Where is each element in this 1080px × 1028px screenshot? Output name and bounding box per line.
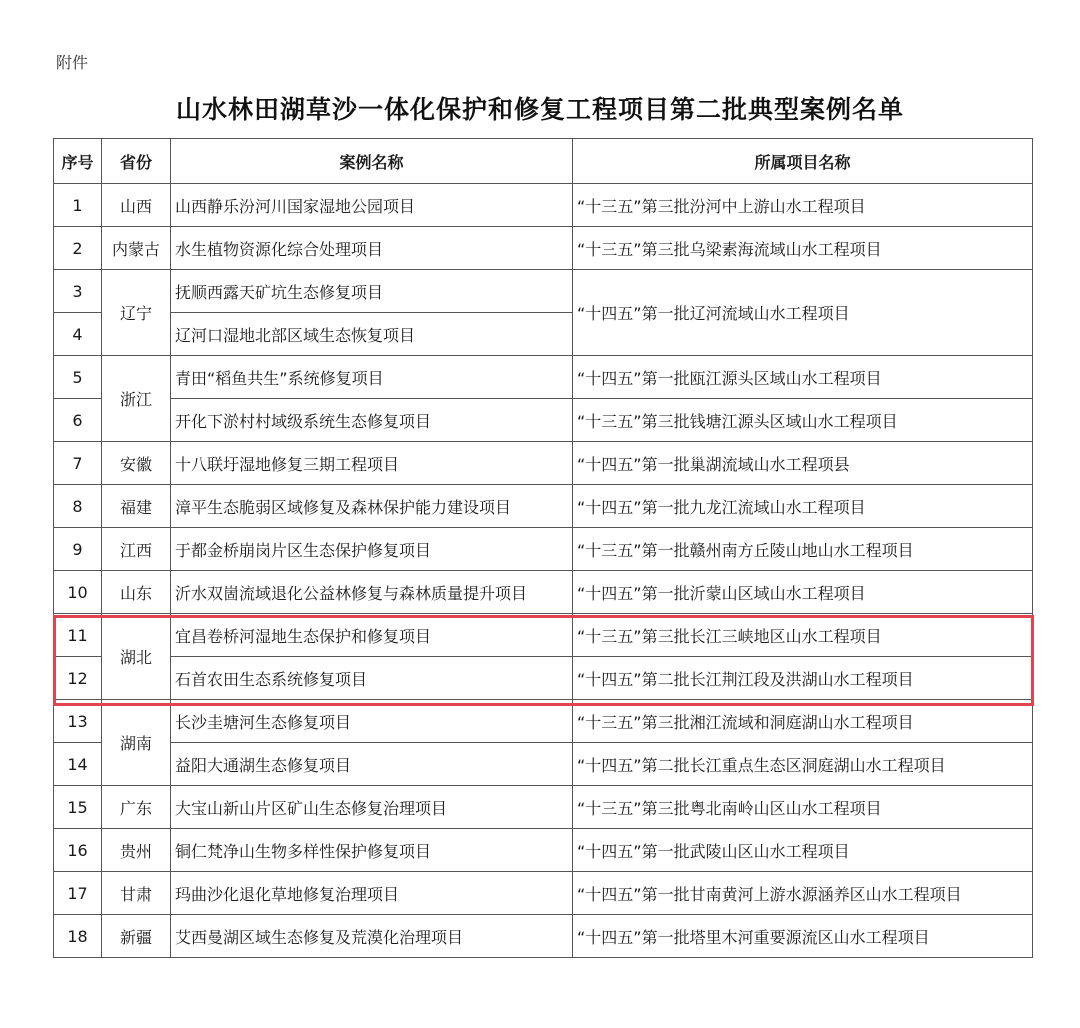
row-province: 山西: [102, 184, 171, 227]
row-province: 湖北: [102, 614, 171, 700]
row-num: 6: [54, 399, 102, 442]
row-num: 10: [54, 571, 102, 614]
row-project: “十四五”第一批沂蒙山区域山水工程项目: [573, 571, 1033, 614]
table-row: [54, 571, 1033, 614]
row-project: “十四五”第二批长江重点生态区洞庭湖山水工程项目: [573, 743, 1033, 786]
row-case: 青田“稻鱼共生”系统修复项目: [171, 356, 573, 399]
table-row: [54, 786, 1033, 829]
table-row: [54, 743, 1033, 786]
document-title: 山水林田湖草沙一体化保护和修复工程项目第二批典型案例名单: [175, 95, 904, 124]
row-project: “十三五”第三批乌梁素海流域山水工程项目: [573, 227, 1033, 270]
table-row: [54, 184, 1033, 227]
row-case: 沂水双崮流域退化公益林修复与森林质量提升项目: [171, 571, 573, 614]
row-case: 开化下淤村村域级系统生态修复项目: [171, 399, 573, 442]
header-case: 案例名称: [171, 139, 573, 184]
table-row: [54, 657, 1033, 700]
row-province: 甘肃: [102, 872, 171, 915]
table-row: [54, 442, 1033, 485]
row-project: “十三五”第三批长江三峡地区山水工程项目: [573, 614, 1033, 657]
row-case: 铜仁梵净山生物多样性保护修复项目: [171, 829, 573, 872]
header-project: 所属项目名称: [573, 139, 1033, 184]
row-num: 7: [54, 442, 102, 485]
row-case: 十八联圩湿地修复三期工程项目: [171, 442, 573, 485]
row-num: 3: [54, 270, 102, 313]
row-num: 17: [54, 872, 102, 915]
row-num: 8: [54, 485, 102, 528]
row-case: 益阳大通湖生态修复项目: [171, 743, 573, 786]
row-num: 13: [54, 700, 102, 743]
row-num: 2: [54, 227, 102, 270]
row-project: “十三五”第一批赣州南方丘陵山地山水工程项目: [573, 528, 1033, 571]
row-case: 宜昌卷桥河湿地生态保护和修复项目: [171, 614, 573, 657]
table-row: [54, 528, 1033, 571]
header-num: 序号: [54, 139, 102, 184]
row-num: 16: [54, 829, 102, 872]
row-project: “十四五”第一批九龙江流域山水工程项目: [573, 485, 1033, 528]
row-province: 安徽: [102, 442, 171, 485]
row-project: “十四五”第二批长江荆江段及洪湖山水工程项目: [573, 657, 1033, 700]
row-case: 长沙圭塘河生态修复项目: [171, 700, 573, 743]
row-project: “十三五”第三批汾河中上游山水工程项目: [573, 184, 1033, 227]
row-province: 内蒙古: [102, 227, 171, 270]
row-case: 辽河口湿地北部区域生态恢复项目: [171, 313, 573, 356]
table-row: [54, 399, 1033, 442]
row-num: 4: [54, 313, 102, 356]
row-province: 贵州: [102, 829, 171, 872]
row-num: 5: [54, 356, 102, 399]
row-project: “十四五”第一批甘南黄河上游水源涵养区山水工程项目: [573, 872, 1033, 915]
row-province: 广东: [102, 786, 171, 829]
row-province: 江西: [102, 528, 171, 571]
row-case: 艾西曼湖区域生态修复及荒漠化治理项目: [171, 915, 573, 958]
row-case: 漳平生态脆弱区域修复及森林保护能力建设项目: [171, 485, 573, 528]
row-project: “十三五”第三批湘江流域和洞庭湖山水工程项目: [573, 700, 1033, 743]
row-case: 大宝山新山片区矿山生态修复治理项目: [171, 786, 573, 829]
table-row: [54, 485, 1033, 528]
row-province: 浙江: [102, 356, 171, 442]
row-num: 9: [54, 528, 102, 571]
table-row: [54, 227, 1033, 270]
row-case: 水生植物资源化综合处理项目: [171, 227, 573, 270]
table-row: [54, 700, 1033, 743]
row-num: 1: [54, 184, 102, 227]
table-row: [54, 614, 1033, 657]
row-case: 石首农田生态系统修复项目: [171, 657, 573, 700]
row-province: 辽宁: [102, 270, 171, 356]
row-project: “十四五”第一批塔里木河重要源流区山水工程项目: [573, 915, 1033, 958]
row-case: 山西静乐汾河川国家湿地公园项目: [171, 184, 573, 227]
row-province: 湖南: [102, 700, 171, 786]
row-project: “十四五”第一批瓯江源头区域山水工程项目: [573, 356, 1033, 399]
header-province: 省份: [102, 139, 171, 184]
table-row: [54, 872, 1033, 915]
row-case: 玛曲沙化退化草地修复治理项目: [171, 872, 573, 915]
row-project: “十三五”第三批钱塘江源头区域山水工程项目: [573, 399, 1033, 442]
row-num: 12: [54, 657, 102, 700]
row-case: 于都金桥崩岗片区生态保护修复项目: [171, 528, 573, 571]
attachment-label: 附件: [56, 53, 89, 72]
table-row: [54, 356, 1033, 399]
table-row: [54, 915, 1033, 958]
row-province: 福建: [102, 485, 171, 528]
table-row: [54, 829, 1033, 872]
row-project: “十四五”第一批巢湖流域山水工程项县: [573, 442, 1033, 485]
row-num: 11: [54, 614, 102, 657]
row-project: “十四五”第一批武陵山区山水工程项目: [573, 829, 1033, 872]
row-province: 新疆: [102, 915, 171, 958]
row-case: 抚顺西露天矿坑生态修复项目: [171, 270, 573, 313]
row-num: 15: [54, 786, 102, 829]
case-list-table: [53, 138, 1033, 958]
table-row: [54, 270, 1033, 313]
row-project: “十四五”第一批辽河流域山水工程项目: [573, 270, 1033, 356]
row-num: 18: [54, 915, 102, 958]
row-province: 山东: [102, 571, 171, 614]
row-project: “十三五”第三批粤北南岭山区山水工程项目: [573, 786, 1033, 829]
row-num: 14: [54, 743, 102, 786]
table-header-row: [54, 139, 1033, 184]
